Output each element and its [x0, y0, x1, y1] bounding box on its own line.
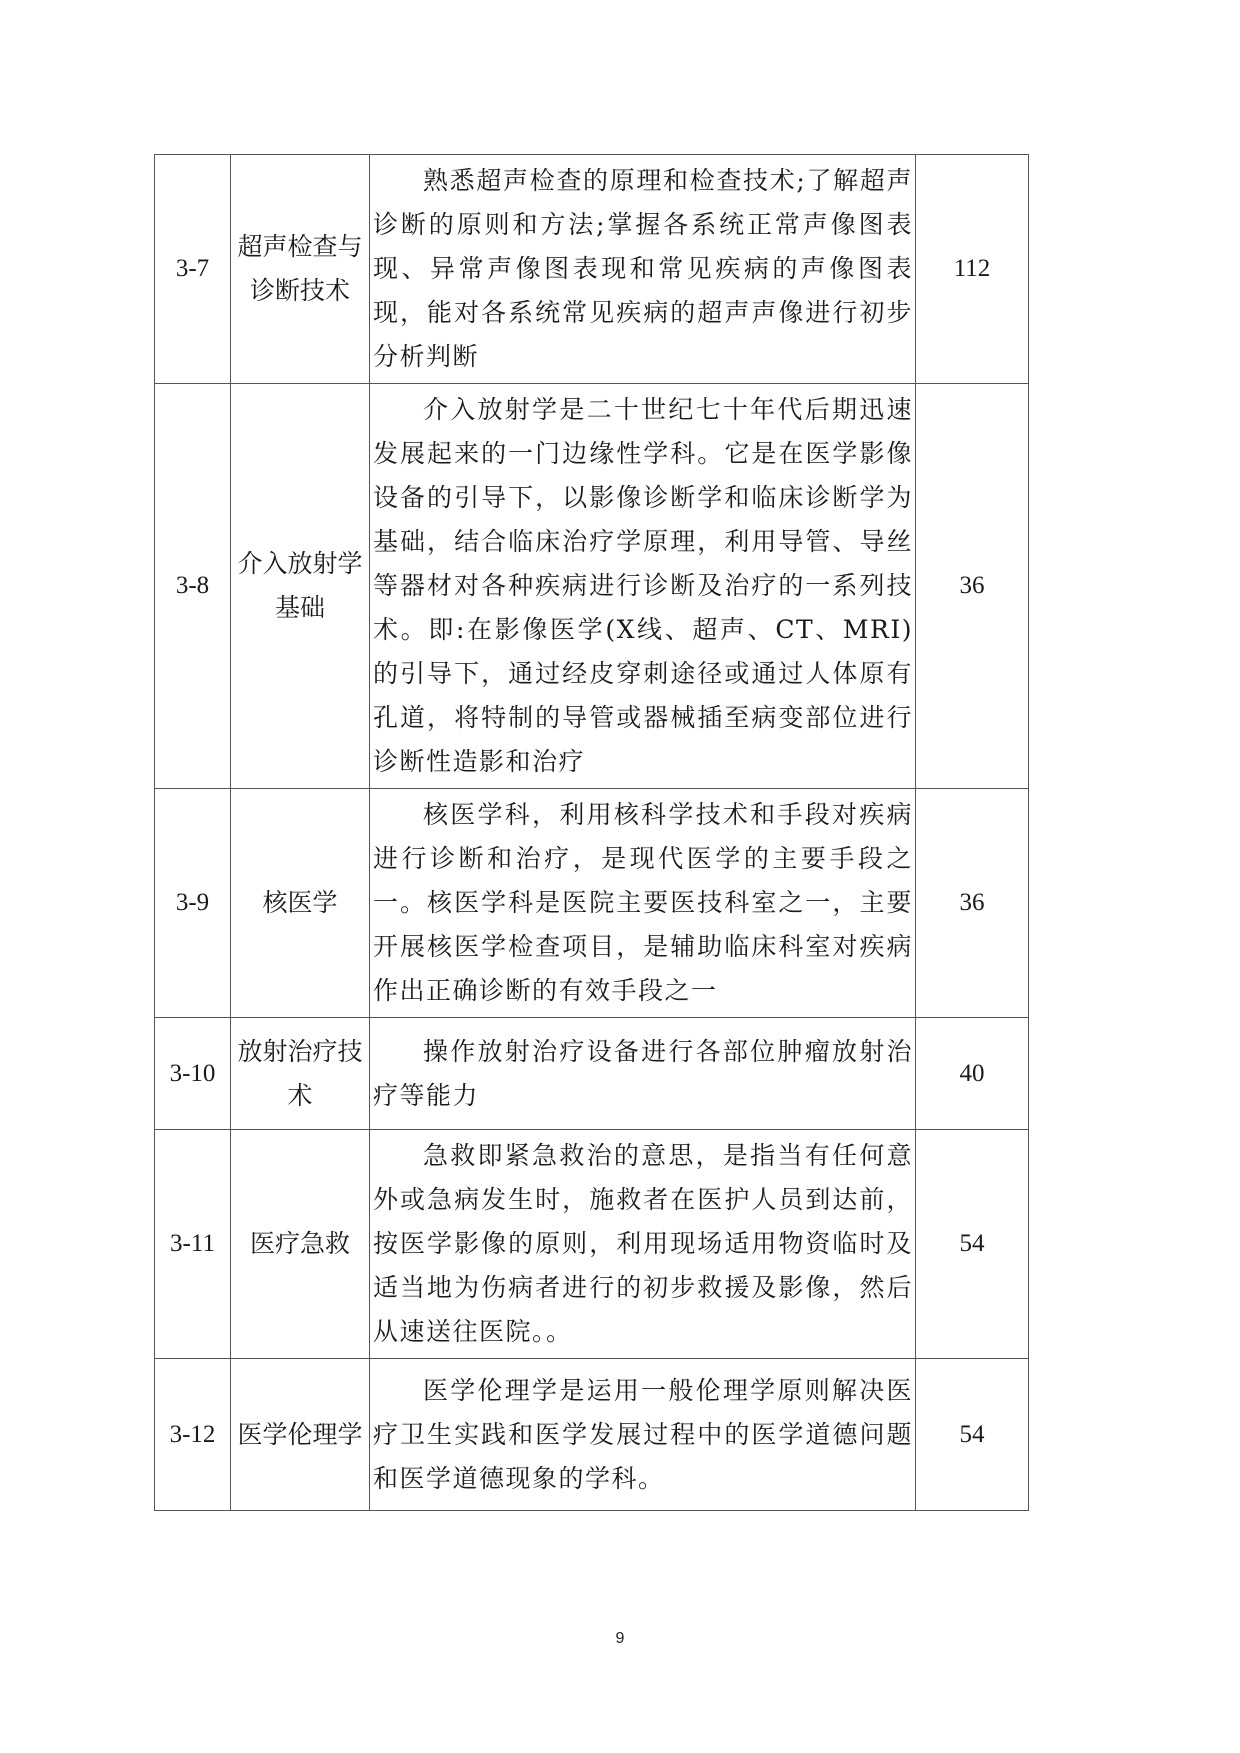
course-code: 3-12 [155, 1359, 231, 1511]
course-hours: 40 [916, 1018, 1029, 1130]
course-description-text: 介入放射学是二十世纪七十年代后期迅速发展起来的一门边缘性学科。它是在医学影像设备的引导下，以影像诊断学和临床诊断学为基础，结合临床治疗学原理，利用导管、导丝等器材对各种疾病进行诊断及治疗的一系列技术。即:在影像医学(X线、超声、CT、MRI)的引导下，通过经皮穿刺途径或通过人体原有孔道，将特制的导管或器械插至病变部位进行诊断性造影和治疗 [373, 395, 913, 776]
table-row [155, 384, 1029, 789]
table-row [155, 1130, 1029, 1359]
course-code: 3-11 [155, 1130, 231, 1359]
course-table [154, 154, 1029, 1511]
course-code: 3-9 [155, 789, 231, 1018]
course-description-text: 熟悉超声检查的原理和检查技术;了解超声诊断的原则和方法;掌握各系统正常声像图表现、异常声像图表现和常见疾病的声像图表现，能对各系统常见疾病的超声声像进行初步分析判断 [373, 166, 913, 371]
course-hours: 36 [916, 789, 1029, 1018]
course-name: 超声检查与诊断技术 [231, 155, 370, 384]
course-name: 医学伦理学 [231, 1359, 370, 1511]
course-description [370, 789, 916, 1018]
course-description-text: 急救即紧急救治的意思，是指当有任何意外或急病发生时，施救者在医护人员到达前，按医学影像的原则，利用现场适用物资临时及适当地为伤病者进行的初步救援及影像，然后从速送往医院。。 [373, 1141, 913, 1346]
course-hours: 36 [916, 384, 1029, 789]
course-name: 介入放射学基础 [231, 384, 370, 789]
table-row [155, 1018, 1029, 1130]
course-hours: 112 [916, 155, 1029, 384]
course-code: 3-8 [155, 384, 231, 789]
course-code: 3-7 [155, 155, 231, 384]
course-description-text: 核医学科，利用核科学技术和手段对疾病进行诊断和治疗，是现代医学的主要手段之一。核医学科是医院主要医技科室之一，主要开展核医学检查项目，是辅助临床科室对疾病作出正确诊断的有效手段之一 [373, 800, 913, 1005]
course-description-text: 医学伦理学是运用一般伦理学原则解决医疗卫生实践和医学发展过程中的医学道德问题和医学道德现象的学科。 [373, 1375, 913, 1493]
table-row [155, 1359, 1029, 1511]
course-description [370, 155, 916, 384]
table-row [155, 155, 1029, 384]
course-hours: 54 [916, 1130, 1029, 1359]
course-description [370, 1359, 916, 1511]
course-description [370, 1018, 916, 1130]
course-hours: 54 [916, 1359, 1029, 1511]
course-description [370, 384, 916, 789]
course-name: 核医学 [231, 789, 370, 1018]
course-description [370, 1130, 916, 1359]
table-row [155, 789, 1029, 1018]
course-code: 3-10 [155, 1018, 231, 1130]
course-name: 医疗急救 [231, 1130, 370, 1359]
page-number: 9 [615, 1630, 625, 1647]
course-description-text: 操作放射治疗设备进行各部位肿瘤放射治疗等能力 [373, 1036, 913, 1110]
course-name: 放射治疗技术 [231, 1018, 370, 1130]
